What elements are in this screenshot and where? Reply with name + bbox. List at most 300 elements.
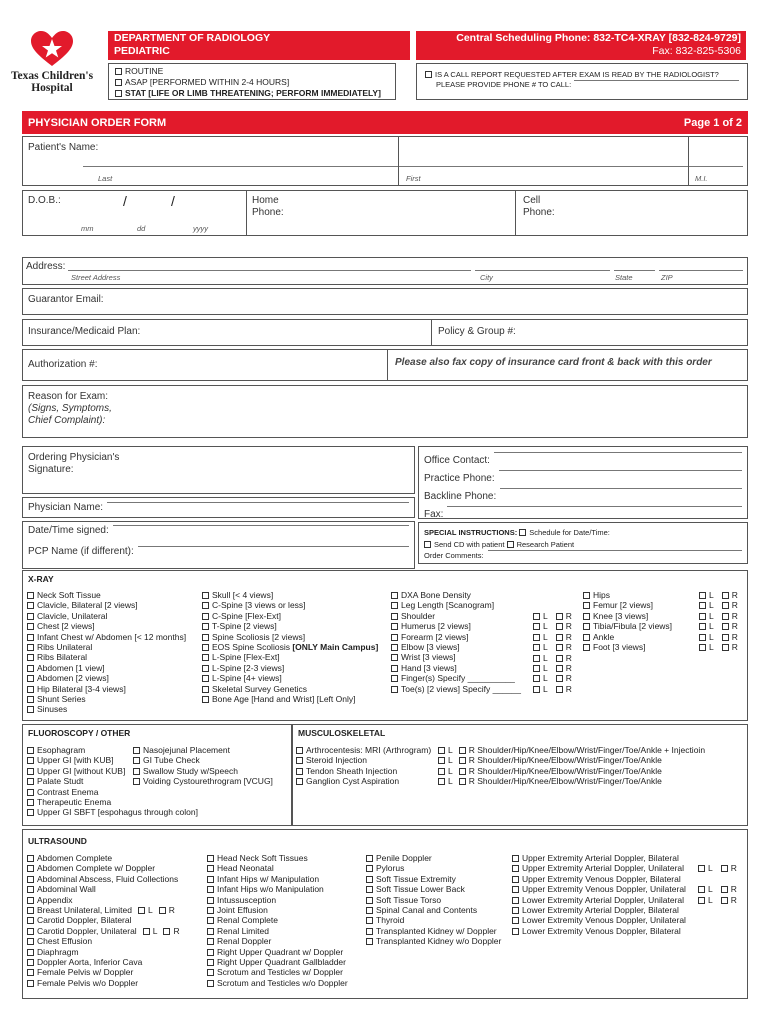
exam-option[interactable]: Head Neck Soft Tissues: [207, 853, 348, 863]
checkbox[interactable]: [202, 696, 209, 703]
checkbox[interactable]: [533, 644, 540, 651]
checkbox[interactable]: [366, 917, 373, 924]
checkbox[interactable]: [202, 686, 209, 693]
checkbox[interactable]: [202, 613, 209, 620]
exam-option[interactable]: Joint Effusion: [207, 905, 348, 915]
checkbox[interactable]: [27, 897, 34, 904]
checkbox[interactable]: [699, 592, 706, 599]
checkbox[interactable]: [366, 897, 373, 904]
checkbox[interactable]: [583, 634, 590, 641]
checkbox[interactable]: [27, 696, 34, 703]
checkbox[interactable]: [583, 644, 590, 651]
exam-option[interactable]: Female Pelvis w/o Doppler: [27, 978, 186, 988]
checkbox[interactable]: [27, 959, 34, 966]
checkbox[interactable]: [207, 855, 214, 862]
exam-option[interactable]: Upper Extremity Arterial Doppler, Unilateral L R: [512, 863, 745, 873]
exam-option[interactable]: Wrist [3 views]: [391, 652, 521, 662]
checkbox[interactable]: [699, 623, 706, 630]
checkbox[interactable]: [143, 928, 150, 935]
checkbox[interactable]: [27, 706, 34, 713]
checkbox[interactable]: [438, 757, 445, 764]
office-contact-line[interactable]: [494, 452, 742, 453]
checkbox[interactable]: [459, 778, 466, 785]
exam-option[interactable]: Foot [3 views]: [583, 642, 672, 652]
exam-option[interactable]: Therapeutic Enema: [27, 797, 198, 807]
checkbox[interactable]: [533, 613, 540, 620]
exam-option[interactable]: Shunt Series: [27, 694, 186, 704]
checkbox[interactable]: [391, 634, 398, 641]
checkbox[interactable]: [366, 886, 373, 893]
exam-option[interactable]: Sinuses: [27, 704, 186, 714]
checkbox[interactable]: [699, 613, 706, 620]
checkbox[interactable]: [366, 907, 373, 914]
exam-option[interactable]: Hip Bilateral [3-4 views]: [27, 684, 186, 694]
exam-option[interactable]: Spinal Canal and Contents: [366, 905, 501, 915]
special-instructions-row: SPECIAL INSTRUCTIONS: Schedule for Date/Time:: [424, 528, 610, 537]
exam-option[interactable]: Bone Age [Hand and Wrist] [Left Only]: [202, 694, 378, 704]
call-phone-line[interactable]: [574, 80, 739, 81]
street-line[interactable]: [68, 270, 471, 271]
checkbox[interactable]: [722, 602, 729, 609]
checkbox[interactable]: [533, 665, 540, 672]
checkbox[interactable]: [202, 602, 209, 609]
checkbox[interactable]: [556, 623, 563, 630]
checkbox[interactable]: [296, 768, 303, 775]
exam-option[interactable]: Abdominal Wall: [27, 884, 186, 894]
checkbox[interactable]: [207, 876, 214, 883]
side-select[interactable]: L R: [533, 621, 572, 631]
checkbox[interactable]: [27, 809, 34, 816]
checkbox[interactable]: [115, 68, 122, 75]
checkbox[interactable]: [296, 757, 303, 764]
checkbox[interactable]: [699, 634, 706, 641]
checkbox[interactable]: [512, 917, 519, 924]
exam-option[interactable]: Diaphragm: [27, 947, 186, 957]
exam-option[interactable]: Upper GI [without KUB]: [27, 766, 198, 776]
checkbox[interactable]: [163, 928, 170, 935]
exam-option[interactable]: Infant Hips w/ Manipulation: [207, 874, 348, 884]
priority-asap[interactable]: ASAP [PERFORMED WITHIN 2-4 HOURS]: [115, 77, 389, 88]
patient-name-label: Patient's Name:: [28, 142, 99, 153]
checkbox[interactable]: [115, 90, 122, 97]
checkbox[interactable]: [533, 675, 540, 682]
exam-option[interactable]: Intussusception: [207, 895, 348, 905]
exam-option[interactable]: Soft Tissue Torso: [366, 895, 501, 905]
checkbox[interactable]: [507, 541, 514, 548]
checkbox[interactable]: [533, 655, 540, 662]
ultrasound-section: [22, 829, 748, 999]
checkbox[interactable]: [533, 623, 540, 630]
checkbox[interactable]: [207, 949, 214, 956]
backline-phone-line[interactable]: [500, 488, 742, 489]
checkbox[interactable]: [391, 602, 398, 609]
checkbox[interactable]: [556, 634, 563, 641]
checkbox[interactable]: [459, 768, 466, 775]
checkbox[interactable]: [207, 969, 214, 976]
exam-option[interactable]: Ribs Unilateral: [27, 642, 186, 652]
checkbox[interactable]: [27, 907, 34, 914]
checkbox[interactable]: [512, 886, 519, 893]
checkbox[interactable]: [27, 747, 34, 754]
exam-option[interactable]: Elbow [3 views]: [391, 642, 521, 652]
insurance-row: [22, 319, 748, 346]
side-select[interactable]: L R: [699, 611, 738, 621]
checkbox[interactable]: [202, 665, 209, 672]
checkbox[interactable]: [391, 592, 398, 599]
checkbox[interactable]: [27, 644, 34, 651]
exam-option[interactable]: Ribs Bilateral: [27, 652, 186, 662]
exam-option[interactable]: Skull [< 4 views]: [202, 590, 378, 600]
exam-option[interactable]: Upper GI [with KUB]: [27, 755, 198, 765]
date-pcp-box: [22, 521, 415, 569]
xray-col1: [27, 590, 186, 715]
msk-site[interactable]: L R Shoulder/Hip/Knee/Elbow/Wrist/Finger/Toe/Ankle: [438, 755, 705, 765]
msk-site[interactable]: L R Shoulder/Hip/Knee/Elbow/Wrist/Finger/Toe/Ankle + Injectioin: [438, 745, 705, 755]
exam-option[interactable]: L-Spine [Flex-Ext]: [202, 652, 378, 662]
exam-option[interactable]: Penile Doppler: [366, 853, 501, 863]
checkbox[interactable]: [583, 613, 590, 620]
checkbox[interactable]: [27, 938, 34, 945]
checkbox[interactable]: [133, 778, 140, 785]
checkbox[interactable]: [296, 778, 303, 785]
checkbox[interactable]: [556, 613, 563, 620]
exam-option[interactable]: Abdominal Abscess, Fluid Collections: [27, 874, 186, 884]
checkbox[interactable]: [27, 665, 34, 672]
checkbox[interactable]: [202, 644, 209, 651]
exam-option[interactable]: Renal Doppler: [207, 936, 348, 946]
exam-option[interactable]: DXA Bone Density: [391, 590, 521, 600]
checkbox[interactable]: [27, 855, 34, 862]
msk-site[interactable]: L R Shoulder/Hip/Knee/Elbow/Wrist/Finger/Toe/Ankle: [438, 776, 705, 786]
exam-option[interactable]: Clavicle, Unilateral: [27, 611, 186, 621]
checkbox[interactable]: [207, 907, 214, 914]
side-select[interactable]: L R: [699, 642, 738, 652]
checkbox[interactable]: [27, 768, 34, 775]
checkbox[interactable]: [556, 644, 563, 651]
order-comments-line[interactable]: [488, 550, 742, 551]
exam-option[interactable]: Scrotum and Testicles w/o Doppler: [207, 978, 348, 988]
practice-phone-line[interactable]: [499, 470, 742, 471]
checkbox[interactable]: [391, 654, 398, 661]
checkbox[interactable]: [583, 623, 590, 630]
checkbox[interactable]: [722, 613, 729, 620]
checkbox[interactable]: [27, 757, 34, 764]
exam-option[interactable]: Transplanted Kidney w/ Doppler: [366, 926, 501, 936]
exam-option[interactable]: Contrast Enema: [27, 787, 198, 797]
checkbox[interactable]: [512, 907, 519, 914]
checkbox[interactable]: [512, 876, 519, 883]
reason-row[interactable]: [22, 385, 748, 438]
city-line[interactable]: [475, 270, 610, 271]
side-select[interactable]: L R: [533, 663, 572, 673]
checkbox[interactable]: [391, 644, 398, 651]
msk-option[interactable]: Ganglion Cyst Aspiration: [296, 776, 431, 786]
exam-option[interactable]: Knee [3 views]: [583, 611, 672, 621]
exam-option[interactable]: Shoulder: [391, 611, 521, 621]
checkbox[interactable]: [133, 768, 140, 775]
exam-option[interactable]: Hips: [583, 590, 672, 600]
checkbox[interactable]: [512, 897, 519, 904]
msk-option[interactable]: Steroid Injection: [296, 755, 431, 765]
checkbox[interactable]: [698, 865, 705, 872]
call-report-question[interactable]: IS A CALL REPORT REQUESTED AFTER EXAM IS READ BY THE RADIOLOGIST?: [425, 70, 739, 80]
exam-option[interactable]: Carotid Doppler, Bilateral: [27, 915, 186, 925]
checkbox[interactable]: [207, 928, 214, 935]
checkbox[interactable]: [698, 886, 705, 893]
checkbox[interactable]: [27, 928, 34, 935]
checkbox[interactable]: [583, 592, 590, 599]
signature-box[interactable]: [22, 446, 415, 494]
checkbox[interactable]: [438, 768, 445, 775]
exam-option[interactable]: EOS Spine Scoliosis [ONLY Main Campus]: [202, 642, 378, 652]
city-label: City: [480, 273, 493, 282]
call-report-phone: PLEASE PROVIDE PHONE # TO CALL:: [425, 80, 739, 90]
exam-option[interactable]: Voiding Cystourethrogram [VCUG]: [133, 776, 273, 786]
exam-option[interactable]: Upper Extremity Venous Doppler, Unilateral L R: [512, 884, 745, 894]
checkbox[interactable]: [27, 969, 34, 976]
checkbox[interactable]: [27, 949, 34, 956]
exam-option[interactable]: Leg Length [Scanogram]: [391, 600, 521, 610]
checkbox[interactable]: [207, 886, 214, 893]
checkbox[interactable]: [207, 897, 214, 904]
exam-option[interactable]: Soft Tissue Extremity: [366, 874, 501, 884]
side-select[interactable]: L R: [533, 684, 572, 694]
checkbox[interactable]: [459, 757, 466, 764]
checkbox[interactable]: [699, 644, 706, 651]
checkbox[interactable]: [27, 592, 34, 599]
practice-phone-row: Practice Phone:: [424, 470, 742, 488]
exam-option[interactable]: Abdomen [2 views]: [27, 673, 186, 683]
exam-option[interactable]: Right Upper Quadrant w/ Doppler: [207, 947, 348, 957]
checkbox[interactable]: [722, 644, 729, 651]
side-select[interactable]: L R: [533, 642, 572, 652]
exam-option[interactable]: Chest Effusion: [27, 936, 186, 946]
exam-option[interactable]: Ankle: [583, 632, 672, 642]
exam-option[interactable]: Forearm [2 views]: [391, 632, 521, 642]
checkbox[interactable]: [556, 665, 563, 672]
exam-option[interactable]: Upper GI SBFT [espohagus through colon]: [27, 807, 198, 817]
zip-line[interactable]: [659, 270, 743, 271]
pcp-line[interactable]: [138, 546, 409, 547]
msk-option[interactable]: Tendon Sheath Injection: [296, 766, 431, 776]
checkbox[interactable]: [512, 928, 519, 935]
exam-option[interactable]: Breast Unilateral, Limited L R: [27, 905, 186, 915]
checkbox[interactable]: [438, 778, 445, 785]
us-col1: [27, 853, 186, 988]
side-select[interactable]: L R: [699, 590, 738, 600]
state-line[interactable]: [614, 270, 655, 271]
exam-option[interactable]: Abdomen [1 view]: [27, 663, 186, 673]
exam-option[interactable]: Carotid Doppler, Unilateral L R: [27, 926, 186, 936]
exam-option[interactable]: Lower Extremity Venous Doppler, Unilateral: [512, 915, 745, 925]
checkbox[interactable]: [366, 928, 373, 935]
exam-option[interactable]: Esophagram: [27, 745, 198, 755]
checkbox[interactable]: [391, 675, 398, 682]
exam-option[interactable]: Right Upper Quadrant Gallbladder: [207, 957, 348, 967]
checkbox[interactable]: [207, 938, 214, 945]
exam-option[interactable]: Skeletal Survey Genetics: [202, 684, 378, 694]
checkbox[interactable]: [207, 959, 214, 966]
checkbox[interactable]: [27, 654, 34, 661]
checkbox[interactable]: [722, 623, 729, 630]
exam-option[interactable]: Scrotum and Testicles w/ Doppler: [207, 967, 348, 977]
checkbox[interactable]: [722, 592, 729, 599]
checkbox[interactable]: [27, 613, 34, 620]
checkbox[interactable]: [27, 886, 34, 893]
checkbox[interactable]: [366, 938, 373, 945]
checkbox[interactable]: [391, 623, 398, 630]
checkbox[interactable]: [698, 897, 705, 904]
exam-option[interactable]: Female Pelvis w/ Doppler: [27, 967, 186, 977]
priority-routine[interactable]: ROUTINE: [115, 66, 389, 77]
checkbox[interactable]: [533, 686, 540, 693]
exam-option[interactable]: Abdomen Complete w/ Doppler: [27, 863, 186, 873]
checkbox[interactable]: [27, 602, 34, 609]
first-label: First: [406, 174, 421, 183]
exam-option[interactable]: Thyroid: [366, 915, 501, 925]
checkbox[interactable]: [27, 980, 34, 987]
checkbox[interactable]: [721, 897, 728, 904]
checkbox[interactable]: [366, 855, 373, 862]
side-select[interactable]: L R: [699, 621, 738, 631]
checkbox[interactable]: [207, 865, 214, 872]
checkbox[interactable]: [207, 917, 214, 924]
checkbox[interactable]: [138, 907, 145, 914]
side-select[interactable]: L R: [699, 600, 738, 610]
exam-option[interactable]: GI Tube Check: [133, 755, 273, 765]
exam-option[interactable]: Swallow Study w/Speech: [133, 766, 273, 776]
exam-option[interactable]: Chest [2 views]: [27, 621, 186, 631]
exam-option[interactable]: Femur [2 views]: [583, 600, 672, 610]
msk-option[interactable]: Arthrocentesis: MRI (Arthrogram): [296, 745, 431, 755]
physician-name-line[interactable]: [107, 502, 409, 503]
cd-research-row: Send CD with patient Research Patient: [424, 539, 742, 551]
exam-option[interactable]: Toe(s) [2 views] Specify ______: [391, 684, 521, 694]
exam-option[interactable]: C-Spine [Flex-Ext]: [202, 611, 378, 621]
patient-name-line[interactable]: [83, 166, 743, 167]
checkbox[interactable]: [519, 529, 526, 536]
priority-stat[interactable]: STAT [LIFE OR LIMB THREATENING; PERFORM IMMEDIATELY]: [115, 88, 389, 99]
exam-option[interactable]: Lower Extremity Arterial Doppler, Bilateral: [512, 905, 745, 915]
checkbox[interactable]: [721, 865, 728, 872]
checkbox[interactable]: [366, 876, 373, 883]
checkbox[interactable]: [722, 634, 729, 641]
checkbox[interactable]: [583, 602, 590, 609]
exam-option[interactable]: Appendix: [27, 895, 186, 905]
side-select[interactable]: L R: [533, 673, 572, 683]
exam-option[interactable]: Palate Studt: [27, 776, 198, 786]
exam-option[interactable]: Pylorus: [366, 863, 501, 873]
checkbox[interactable]: [27, 789, 34, 796]
exam-option[interactable]: Infant Hips w/o Manipulation: [207, 884, 348, 894]
exam-option[interactable]: Lower Extremity Venous Doppler, Bilateral: [512, 926, 745, 936]
msk-site[interactable]: L R Shoulder/Hip/Knee/Elbow/Wrist/Finger/Toe/Ankle: [438, 766, 705, 776]
exam-option[interactable]: Hand [3 views]: [391, 663, 521, 673]
exam-option[interactable]: Renal Limited: [207, 926, 348, 936]
exam-option[interactable]: Finger(s) Specify __________: [391, 673, 521, 683]
checkbox[interactable]: [202, 623, 209, 630]
checkbox[interactable]: [133, 747, 140, 754]
exam-option[interactable]: Clavicle, Bilateral [2 views]: [27, 600, 186, 610]
checkbox[interactable]: [207, 980, 214, 987]
checkbox[interactable]: [27, 623, 34, 630]
checkbox[interactable]: [133, 757, 140, 764]
exam-option[interactable]: Neck Soft Tissue: [27, 590, 186, 600]
checkbox[interactable]: [27, 917, 34, 924]
exam-option[interactable]: L-Spine [2-3 views]: [202, 663, 378, 673]
side-select[interactable]: L R: [533, 611, 572, 621]
side-select[interactable]: L R: [533, 632, 572, 642]
exam-option[interactable]: L-Spine [4+ views]: [202, 673, 378, 683]
checkbox[interactable]: [721, 886, 728, 893]
side-select[interactable]: L R: [699, 632, 738, 642]
exam-option[interactable]: Abdomen Complete: [27, 853, 186, 863]
checkbox[interactable]: [424, 541, 431, 548]
exam-option[interactable]: Spine Scoliosis [2 views]: [202, 632, 378, 642]
checkbox[interactable]: [159, 907, 166, 914]
xray-col3: [391, 590, 521, 694]
exam-option[interactable]: T-Spine [2 views]: [202, 621, 378, 631]
exam-option[interactable]: Upper Extremity Arterial Doppler, Bilateral: [512, 853, 745, 863]
exam-option[interactable]: Nasojejunal Placement: [133, 745, 273, 755]
checkbox[interactable]: [366, 865, 373, 872]
fax-insurance-note: Please also fax copy of insurance card front & back with this order: [395, 357, 712, 368]
checkbox[interactable]: [391, 613, 398, 620]
exam-option[interactable]: Renal Complete: [207, 915, 348, 925]
exam-option[interactable]: Infant Chest w/ Abdomen [< 12 months]: [27, 632, 186, 642]
checkbox[interactable]: [512, 855, 519, 862]
checkbox[interactable]: [512, 865, 519, 872]
exam-option[interactable]: Doppler Aorta, Inferior Cava: [27, 957, 186, 967]
checkbox[interactable]: [115, 79, 122, 86]
date-signed-line[interactable]: [113, 525, 409, 526]
checkbox[interactable]: [296, 747, 303, 754]
exam-option[interactable]: Lower Extremity Arterial Doppler, Unilateral L R: [512, 895, 745, 905]
exam-option[interactable]: C-Spine [3 views or less]: [202, 600, 378, 610]
exam-option[interactable]: Soft Tissue Lower Back: [366, 884, 501, 894]
checkbox[interactable]: [459, 747, 466, 754]
fax-line[interactable]: [447, 506, 742, 507]
checkbox[interactable]: [27, 778, 34, 785]
exam-option[interactable]: Head Neonatal: [207, 863, 348, 873]
exam-option[interactable]: Tibia/Fibula [2 views]: [583, 621, 672, 631]
checkbox[interactable]: [27, 865, 34, 872]
checkbox[interactable]: [556, 675, 563, 682]
side-select[interactable]: L R: [533, 653, 572, 663]
checkbox[interactable]: [27, 799, 34, 806]
guarantor-email-row[interactable]: [22, 288, 748, 315]
checkbox[interactable]: [27, 634, 34, 641]
checkbox[interactable]: [27, 876, 34, 883]
checkbox[interactable]: [556, 655, 563, 662]
checkbox[interactable]: [202, 592, 209, 599]
exam-option[interactable]: Humerus [2 views]: [391, 621, 521, 631]
checkbox[interactable]: [202, 654, 209, 661]
exam-option[interactable]: Transplanted Kidney w/o Doppler: [366, 936, 501, 946]
checkbox[interactable]: [202, 675, 209, 682]
checkbox[interactable]: [391, 686, 398, 693]
checkbox[interactable]: [533, 634, 540, 641]
checkbox[interactable]: [391, 665, 398, 672]
checkbox[interactable]: [438, 747, 445, 754]
checkbox[interactable]: [27, 686, 34, 693]
checkbox[interactable]: [202, 634, 209, 641]
checkbox[interactable]: [27, 675, 34, 682]
checkbox[interactable]: [699, 602, 706, 609]
checkbox[interactable]: [556, 686, 563, 693]
exam-option[interactable]: Upper Extremity Venous Doppler, Bilateral: [512, 874, 745, 884]
checkbox[interactable]: [425, 71, 432, 78]
